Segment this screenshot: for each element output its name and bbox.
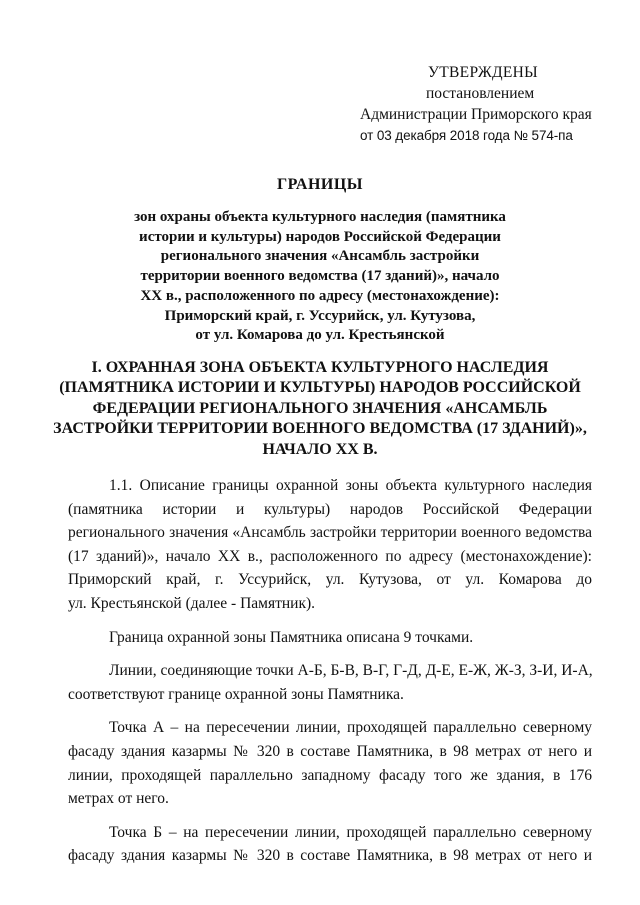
paragraph-line: (17 зданий)», начало XX в., расположенного по адресу (местонахождение): — [68, 547, 592, 565]
paragraph-line: Линии, соединяющие точки А-Б, Б-В, В-Г, Г-Д, Д-Е, Е-Ж, Ж-З, З-И, И-А, — [109, 662, 593, 680]
document-body — [68, 474, 592, 868]
subtitle-line: Приморский край, г. Уссурийск, ул. Кутузова, — [164, 307, 476, 324]
approval-line-resolution: постановлением — [426, 85, 535, 102]
paragraph-line: Точка А – на пересечении линии, проходящей параллельно северному — [109, 719, 592, 737]
approval-title: УТВЕРЖДЕНЫ — [428, 64, 538, 81]
subtitle-line: истории и культуры) народов Российской Федерации — [139, 228, 501, 245]
paragraph-points-count — [68, 626, 592, 650]
section-heading-line: ФЕДЕРАЦИИ РЕГИОНАЛЬНОГО ЗНАЧЕНИЯ «АНСАМБЛЬ — [92, 399, 548, 417]
subtitle-line: регионального значения «Ансамбль застройки — [160, 248, 480, 265]
approval-line-date-number: от 03 декабря 2018 года № 574-па — [360, 128, 573, 143]
section-heading-line: ЗАСТРОЙКИ ТЕРРИТОРИИ ВОЕННОГО ВЕДОМСТВА (17 ЗДАНИЙ)», — [53, 420, 587, 438]
paragraph-1-1 — [68, 474, 592, 616]
document-title: ГРАНИЦЫ — [276, 176, 363, 193]
paragraph-point-b — [68, 821, 592, 868]
approval-stamp — [360, 62, 600, 146]
paragraph-line: Граница охранной зоны Памятника описана 9 точками. — [109, 628, 474, 646]
paragraph-line: ул. Крестьянской (далее - Памятник). — [68, 594, 316, 612]
paragraph-line: метрах от него. — [68, 790, 169, 808]
paragraph-line: (памятника истории и культуры) народов Российской Федерации — [68, 500, 592, 518]
subtitle-line: от ул. Комарова до ул. Крестьянской — [195, 327, 445, 344]
document-subtitle — [60, 208, 580, 346]
paragraph-line: линии, проходящей параллельно западному фасаду того же здания, в 176 — [68, 766, 592, 784]
paragraph-line: соответствуют границе охранной зоны Памятника. — [68, 685, 404, 703]
section-heading-line: НАЧАЛО XX В. — [262, 440, 378, 458]
paragraph-line: Точка Б – на пересечении линии, проходящей параллельно северному — [109, 823, 592, 841]
section-heading-line: (ПАМЯТНИКА ИСТОРИИ И КУЛЬТУРЫ) НАРОДОВ РОССИЙСКОЙ — [59, 379, 581, 397]
paragraph-line: фасаду здания казармы № 320 в составе Памятника, в 98 метрах от него и — [68, 742, 592, 760]
paragraph-line: регионального значения «Ансамбль застройки территории военного ведомства — [68, 524, 592, 542]
paragraph-lines — [68, 659, 592, 706]
subtitle-line: зон охраны объекта культурного наследия (памятника — [134, 209, 506, 225]
section-heading — [40, 358, 600, 460]
approval-line-administration: Администрации Приморского края — [360, 106, 592, 123]
section-heading-line: I. ОХРАННАЯ ЗОНА ОБЪЕКТА КУЛЬТУРНОГО НАСЛЕДИЯ — [91, 359, 549, 376]
subtitle-line: XX в., расположенного по адресу (местонахождение): — [140, 287, 500, 304]
subtitle-line: территории военного ведомства (17 зданий)», начало — [140, 268, 500, 285]
paragraph-line: Приморский край, г. Уссурийск, ул. Кутузова, от ул. Комарова до — [68, 571, 592, 589]
paragraph-point-a — [68, 716, 592, 810]
paragraph-line: фасаду здания казармы № 320 в составе Памятника, в 98 метрах от него и — [68, 847, 592, 865]
paragraph-line: 1.1. Описание границы охранной зоны объекта культурного наследия — [109, 477, 592, 494]
